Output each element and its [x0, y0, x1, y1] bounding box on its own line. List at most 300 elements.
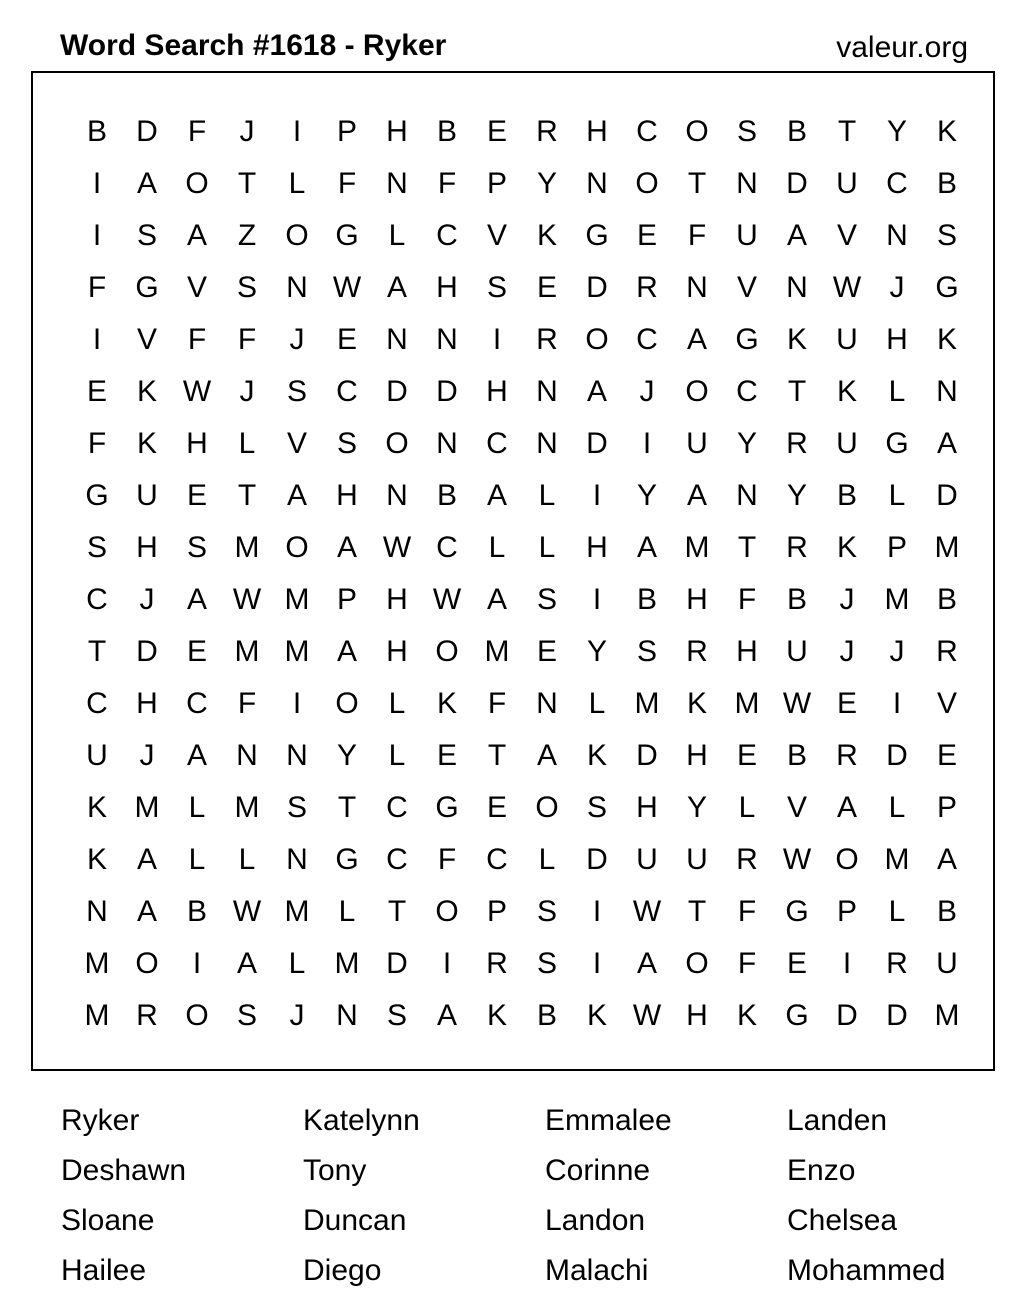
grid-cell: O	[135, 947, 159, 980]
grid-cell: H	[636, 791, 658, 824]
grid-cell: P	[486, 895, 507, 928]
grid-cell: W	[632, 895, 662, 928]
grid-cell: R	[836, 739, 858, 772]
grid-cell: H	[336, 479, 358, 512]
grid-cell: U	[936, 947, 958, 980]
grid-cell: H	[186, 427, 208, 460]
grid-cell: V	[936, 687, 957, 720]
grid-cell: S	[586, 791, 607, 824]
grid-cell: I	[592, 583, 602, 616]
grid-cell: T	[87, 635, 107, 668]
grid-cell: A	[336, 531, 357, 564]
grid-cell: C	[386, 843, 408, 876]
grid-cell: H	[686, 739, 708, 772]
grid-cell: K	[486, 999, 507, 1032]
grid-cell: E	[186, 479, 207, 512]
grid-cell: S	[486, 271, 507, 304]
grid-cell: L	[538, 531, 556, 564]
grid-cell: H	[586, 115, 608, 148]
grid-cell: O	[185, 167, 209, 200]
grid-cell: V	[736, 271, 757, 304]
grid-cell: W	[832, 271, 862, 304]
grid-cell: H	[386, 583, 408, 616]
grid-cell: D	[586, 843, 608, 876]
grid-cell: K	[436, 687, 457, 720]
grid-cell: N	[386, 167, 408, 200]
grid-cell: K	[86, 843, 107, 876]
grid-cell: N	[786, 271, 808, 304]
grid-cell: L	[538, 479, 556, 512]
grid-cell: T	[687, 895, 707, 928]
grid-cell: Y	[686, 791, 707, 824]
grid-cell: N	[736, 479, 758, 512]
grid-cell: L	[388, 687, 406, 720]
grid-cell: M	[884, 843, 910, 876]
grid-cell: M	[684, 531, 710, 564]
word-list-item: Duncan	[303, 1204, 407, 1237]
grid-cell: I	[442, 947, 452, 980]
grid-cell: H	[386, 115, 408, 148]
grid-cell: Y	[586, 635, 607, 668]
grid-cell: F	[487, 687, 507, 720]
grid-cell: M	[134, 791, 160, 824]
grid-cell: M	[284, 635, 310, 668]
grid-cell: G	[935, 271, 959, 304]
page-title: Word Search #1618 - Ryker	[60, 29, 447, 62]
grid-cell: T	[237, 167, 257, 200]
grid-cell: A	[186, 583, 207, 616]
grid-cell: H	[386, 635, 408, 668]
grid-cell: D	[136, 115, 158, 148]
grid-cell: J	[839, 583, 855, 616]
grid-cell: K	[136, 375, 157, 408]
grid-cell: J	[889, 635, 905, 668]
grid-cell: C	[436, 531, 458, 564]
grid-cell: B	[436, 115, 457, 148]
grid-cell: M	[284, 895, 310, 928]
grid-cell: A	[936, 427, 957, 460]
grid-cell: S	[536, 583, 557, 616]
grid-cell: D	[886, 739, 908, 772]
grid-cell: B	[936, 167, 957, 200]
grid-cell: W	[182, 375, 212, 408]
grid-cell: D	[136, 635, 158, 668]
grid-cell: I	[592, 479, 602, 512]
grid-cell: B	[786, 583, 807, 616]
site-name: valeur.org	[836, 31, 968, 64]
grid-cell: N	[886, 219, 908, 252]
grid-cell: R	[786, 427, 808, 460]
grid-cell: M	[234, 531, 260, 564]
grid-cell: U	[836, 427, 858, 460]
grid-cell: Y	[886, 115, 907, 148]
grid-cell: I	[92, 167, 102, 200]
grid-cell: K	[836, 375, 857, 408]
word-list-item: Enzo	[787, 1154, 856, 1187]
grid-cell: I	[592, 895, 602, 928]
grid-cell: K	[686, 687, 707, 720]
grid-cell: L	[238, 843, 256, 876]
grid-cell: A	[686, 323, 707, 356]
word-list-item: Diego	[303, 1254, 382, 1287]
grid-cell: G	[785, 999, 809, 1032]
grid-cell: A	[186, 739, 207, 772]
grid-cell: N	[436, 323, 458, 356]
grid-cell: A	[486, 583, 507, 616]
grid-cell: H	[736, 635, 758, 668]
grid-cell: E	[936, 739, 957, 772]
grid-cell: C	[486, 427, 508, 460]
grid-cell: R	[686, 635, 708, 668]
grid-cell: K	[736, 999, 757, 1032]
grid-cell: S	[536, 947, 557, 980]
grid-cell: E	[536, 635, 557, 668]
grid-cell: L	[188, 791, 206, 824]
grid-cell: C	[486, 843, 508, 876]
grid-cell: L	[888, 479, 906, 512]
grid-cell: L	[388, 739, 406, 772]
grid-cell: P	[936, 791, 957, 824]
grid-cell: Y	[786, 479, 807, 512]
word-list-item: Deshawn	[61, 1154, 187, 1187]
word-list-item: Tony	[303, 1154, 367, 1187]
grid-cell: G	[335, 219, 359, 252]
word-list-item: Landon	[545, 1204, 646, 1237]
grid-cell: J	[839, 635, 855, 668]
grid-cell: E	[86, 375, 107, 408]
grid-cell: M	[734, 687, 760, 720]
grid-cell: V	[836, 219, 857, 252]
grid-cell: U	[686, 427, 708, 460]
grid-cell: O	[435, 895, 459, 928]
grid-cell: N	[286, 843, 308, 876]
grid-cell: N	[436, 427, 458, 460]
grid-cell: C	[636, 115, 658, 148]
grid-cell: O	[585, 323, 609, 356]
grid-cell: E	[736, 739, 757, 772]
grid-cell: J	[289, 999, 305, 1032]
grid-cell: R	[936, 635, 958, 668]
grid-cell: T	[687, 167, 707, 200]
grid-cell: T	[337, 791, 357, 824]
grid-cell: D	[636, 739, 658, 772]
grid-cell: L	[888, 895, 906, 928]
grid-cell: A	[236, 947, 257, 980]
grid-cell: V	[786, 791, 807, 824]
grid-cell: H	[136, 687, 158, 720]
grid-cell: U	[736, 219, 758, 252]
grid-cell: L	[238, 427, 256, 460]
grid-cell: G	[585, 219, 609, 252]
grid-cell: K	[786, 323, 807, 356]
grid-cell: L	[588, 687, 606, 720]
grid-cell: C	[736, 375, 758, 408]
word-list-item: Hailee	[61, 1254, 147, 1287]
grid-cell: G	[785, 895, 809, 928]
grid-cell: P	[486, 167, 507, 200]
grid-cell: K	[936, 115, 957, 148]
grid-cell: W	[332, 271, 362, 304]
grid-cell: R	[536, 323, 558, 356]
grid-cell: M	[884, 583, 910, 616]
grid-cell: T	[487, 739, 507, 772]
grid-cell: L	[888, 791, 906, 824]
letter-grid	[72, 106, 972, 1042]
grid-cell: S	[286, 375, 307, 408]
grid-cell: K	[136, 427, 157, 460]
grid-cell: F	[737, 895, 757, 928]
grid-cell: B	[786, 115, 807, 148]
grid-cell: R	[536, 115, 558, 148]
grid-cell: W	[432, 583, 462, 616]
grid-cell: C	[186, 687, 208, 720]
grid-cell: E	[186, 635, 207, 668]
grid-cell: L	[188, 843, 206, 876]
grid-cell: D	[886, 999, 908, 1032]
grid-cell: B	[186, 895, 207, 928]
grid-cell: M	[634, 687, 660, 720]
grid-cell: A	[486, 479, 507, 512]
grid-cell: A	[636, 947, 657, 980]
grid-cell: V	[486, 219, 507, 252]
grid-cell: J	[639, 375, 655, 408]
grid-cell: A	[136, 843, 157, 876]
grid-cell: A	[636, 531, 657, 564]
grid-cell: J	[139, 583, 155, 616]
grid-cell: W	[632, 999, 662, 1032]
grid-cell: I	[292, 115, 302, 148]
grid-cell: L	[488, 531, 506, 564]
grid-cell: S	[936, 219, 957, 252]
grid-cell: Y	[536, 167, 557, 200]
grid-cell: L	[538, 843, 556, 876]
grid-cell: T	[737, 531, 757, 564]
grid-cell: A	[136, 167, 157, 200]
word-list-item: Landen	[787, 1104, 888, 1137]
grid-cell: N	[936, 375, 958, 408]
grid-cell: V	[136, 323, 157, 356]
grid-cell: G	[335, 843, 359, 876]
grid-cell: R	[736, 843, 758, 876]
grid-cell: K	[86, 791, 107, 824]
grid-cell: K	[586, 739, 607, 772]
grid-cell: E	[536, 271, 557, 304]
grid-cell: O	[535, 791, 559, 824]
grid-cell: I	[592, 947, 602, 980]
grid-cell: T	[837, 115, 857, 148]
grid-cell: F	[437, 167, 457, 200]
grid-cell: H	[686, 583, 708, 616]
grid-cell: O	[285, 219, 309, 252]
grid-cell: V	[186, 271, 207, 304]
grid-cell: S	[186, 531, 207, 564]
grid-cell: T	[787, 375, 807, 408]
grid-cell: A	[586, 375, 607, 408]
grid-cell: E	[836, 687, 857, 720]
grid-cell: J	[889, 271, 905, 304]
grid-cell: K	[936, 323, 957, 356]
grid-cell: T	[237, 479, 257, 512]
grid-cell: G	[135, 271, 159, 304]
grid-cell: T	[387, 895, 407, 928]
grid-cell: B	[86, 115, 107, 148]
grid-cell: G	[735, 323, 759, 356]
grid-cell: I	[92, 323, 102, 356]
grid-cell: I	[892, 687, 902, 720]
grid-cell: I	[92, 219, 102, 252]
grid-cell: I	[842, 947, 852, 980]
grid-cell: S	[336, 427, 357, 460]
grid-cell: N	[286, 739, 308, 772]
grid-cell: I	[292, 687, 302, 720]
grid-cell: A	[436, 999, 457, 1032]
grid-cell: M	[334, 947, 360, 980]
word-list-item: Corinne	[545, 1154, 651, 1187]
grid-cell: F	[87, 427, 107, 460]
grid-cell: H	[436, 271, 458, 304]
grid-cell: U	[136, 479, 158, 512]
grid-cell: D	[786, 167, 808, 200]
grid-cell: A	[536, 739, 557, 772]
grid-cell: U	[86, 739, 108, 772]
grid-cell: A	[686, 479, 707, 512]
grid-cell: N	[86, 895, 108, 928]
grid-cell: M	[234, 635, 260, 668]
grid-cell: K	[536, 219, 557, 252]
grid-cell: Y	[736, 427, 757, 460]
grid-cell: O	[685, 375, 709, 408]
grid-cell: M	[84, 947, 110, 980]
grid-cell: P	[836, 895, 857, 928]
grid-cell: N	[236, 739, 258, 772]
grid-cell: U	[836, 167, 858, 200]
grid-cell: N	[736, 167, 758, 200]
grid-cell: D	[936, 479, 958, 512]
grid-cell: E	[336, 323, 357, 356]
grid-cell: F	[187, 115, 207, 148]
grid-cell: F	[737, 947, 757, 980]
grid-cell: A	[186, 219, 207, 252]
grid-cell: W	[782, 843, 812, 876]
grid-cell: O	[335, 687, 359, 720]
grid-cell: O	[835, 843, 859, 876]
grid-cell: H	[686, 999, 708, 1032]
grid-cell: S	[636, 635, 657, 668]
puzzle-box	[31, 71, 995, 1071]
grid-cell: P	[886, 531, 907, 564]
grid-cell: W	[232, 895, 262, 928]
grid-cell: N	[536, 427, 558, 460]
grid-cell: S	[86, 531, 107, 564]
grid-cell: S	[236, 271, 257, 304]
grid-cell: F	[687, 219, 707, 252]
grid-cell: N	[536, 375, 558, 408]
grid-cell: O	[635, 167, 659, 200]
grid-cell: R	[886, 947, 908, 980]
grid-cell: G	[435, 791, 459, 824]
grid-cell: Z	[237, 219, 257, 252]
grid-cell: E	[486, 115, 507, 148]
grid-cell: R	[786, 531, 808, 564]
grid-cell: W	[382, 531, 412, 564]
grid-cell: H	[136, 531, 158, 564]
grid-cell: J	[139, 739, 155, 772]
grid-cell: S	[236, 999, 257, 1032]
grid-cell: L	[888, 375, 906, 408]
grid-cell: N	[536, 687, 558, 720]
grid-cell: C	[386, 791, 408, 824]
grid-cell: L	[288, 947, 306, 980]
grid-cell: W	[232, 583, 262, 616]
grid-cell: J	[239, 115, 255, 148]
grid-cell: N	[386, 323, 408, 356]
grid-cell: C	[886, 167, 908, 200]
grid-cell: I	[642, 427, 652, 460]
grid-cell: C	[86, 583, 108, 616]
grid-cell: M	[284, 583, 310, 616]
grid-cell: C	[636, 323, 658, 356]
grid-cell: F	[437, 843, 457, 876]
grid-cell: M	[934, 531, 960, 564]
grid-cell: F	[737, 583, 757, 616]
grid-cell: M	[484, 635, 510, 668]
grid-cell: S	[536, 895, 557, 928]
grid-cell: P	[336, 583, 357, 616]
grid-cell: M	[934, 999, 960, 1032]
grid-cell: A	[136, 895, 157, 928]
grid-cell: I	[492, 323, 502, 356]
grid-cell: V	[286, 427, 307, 460]
grid-cell: R	[486, 947, 508, 980]
grid-cell: N	[686, 271, 708, 304]
grid-cell: S	[386, 999, 407, 1032]
grid-cell: A	[336, 635, 357, 668]
grid-cell: J	[239, 375, 255, 408]
grid-cell: F	[187, 323, 207, 356]
grid-cell: N	[386, 479, 408, 512]
grid-cell: H	[886, 323, 908, 356]
grid-cell: G	[85, 479, 109, 512]
grid-cell: F	[337, 167, 357, 200]
grid-cell: G	[885, 427, 909, 460]
grid-cell: C	[86, 687, 108, 720]
grid-cell: B	[536, 999, 557, 1032]
grid-cell: U	[686, 843, 708, 876]
grid-cell: O	[685, 115, 709, 148]
grid-cell: B	[636, 583, 657, 616]
grid-cell: A	[836, 791, 857, 824]
word-list-item: Mohammed	[787, 1254, 946, 1287]
grid-cell: F	[87, 271, 107, 304]
grid-cell: B	[936, 583, 957, 616]
grid-cell: D	[386, 375, 408, 408]
grid-cell: L	[388, 219, 406, 252]
grid-cell: B	[436, 479, 457, 512]
grid-cell: C	[336, 375, 358, 408]
grid-cell: B	[936, 895, 957, 928]
grid-cell: O	[435, 635, 459, 668]
grid-cell: F	[237, 687, 257, 720]
grid-cell: O	[685, 947, 709, 980]
grid-cell: H	[486, 375, 508, 408]
word-list-item: Malachi	[545, 1254, 649, 1287]
grid-cell: M	[84, 999, 110, 1032]
grid-cell: J	[289, 323, 305, 356]
grid-cell: S	[286, 791, 307, 824]
word-list-item: Ryker	[61, 1104, 140, 1137]
grid-cell: E	[636, 219, 657, 252]
grid-cell: E	[486, 791, 507, 824]
